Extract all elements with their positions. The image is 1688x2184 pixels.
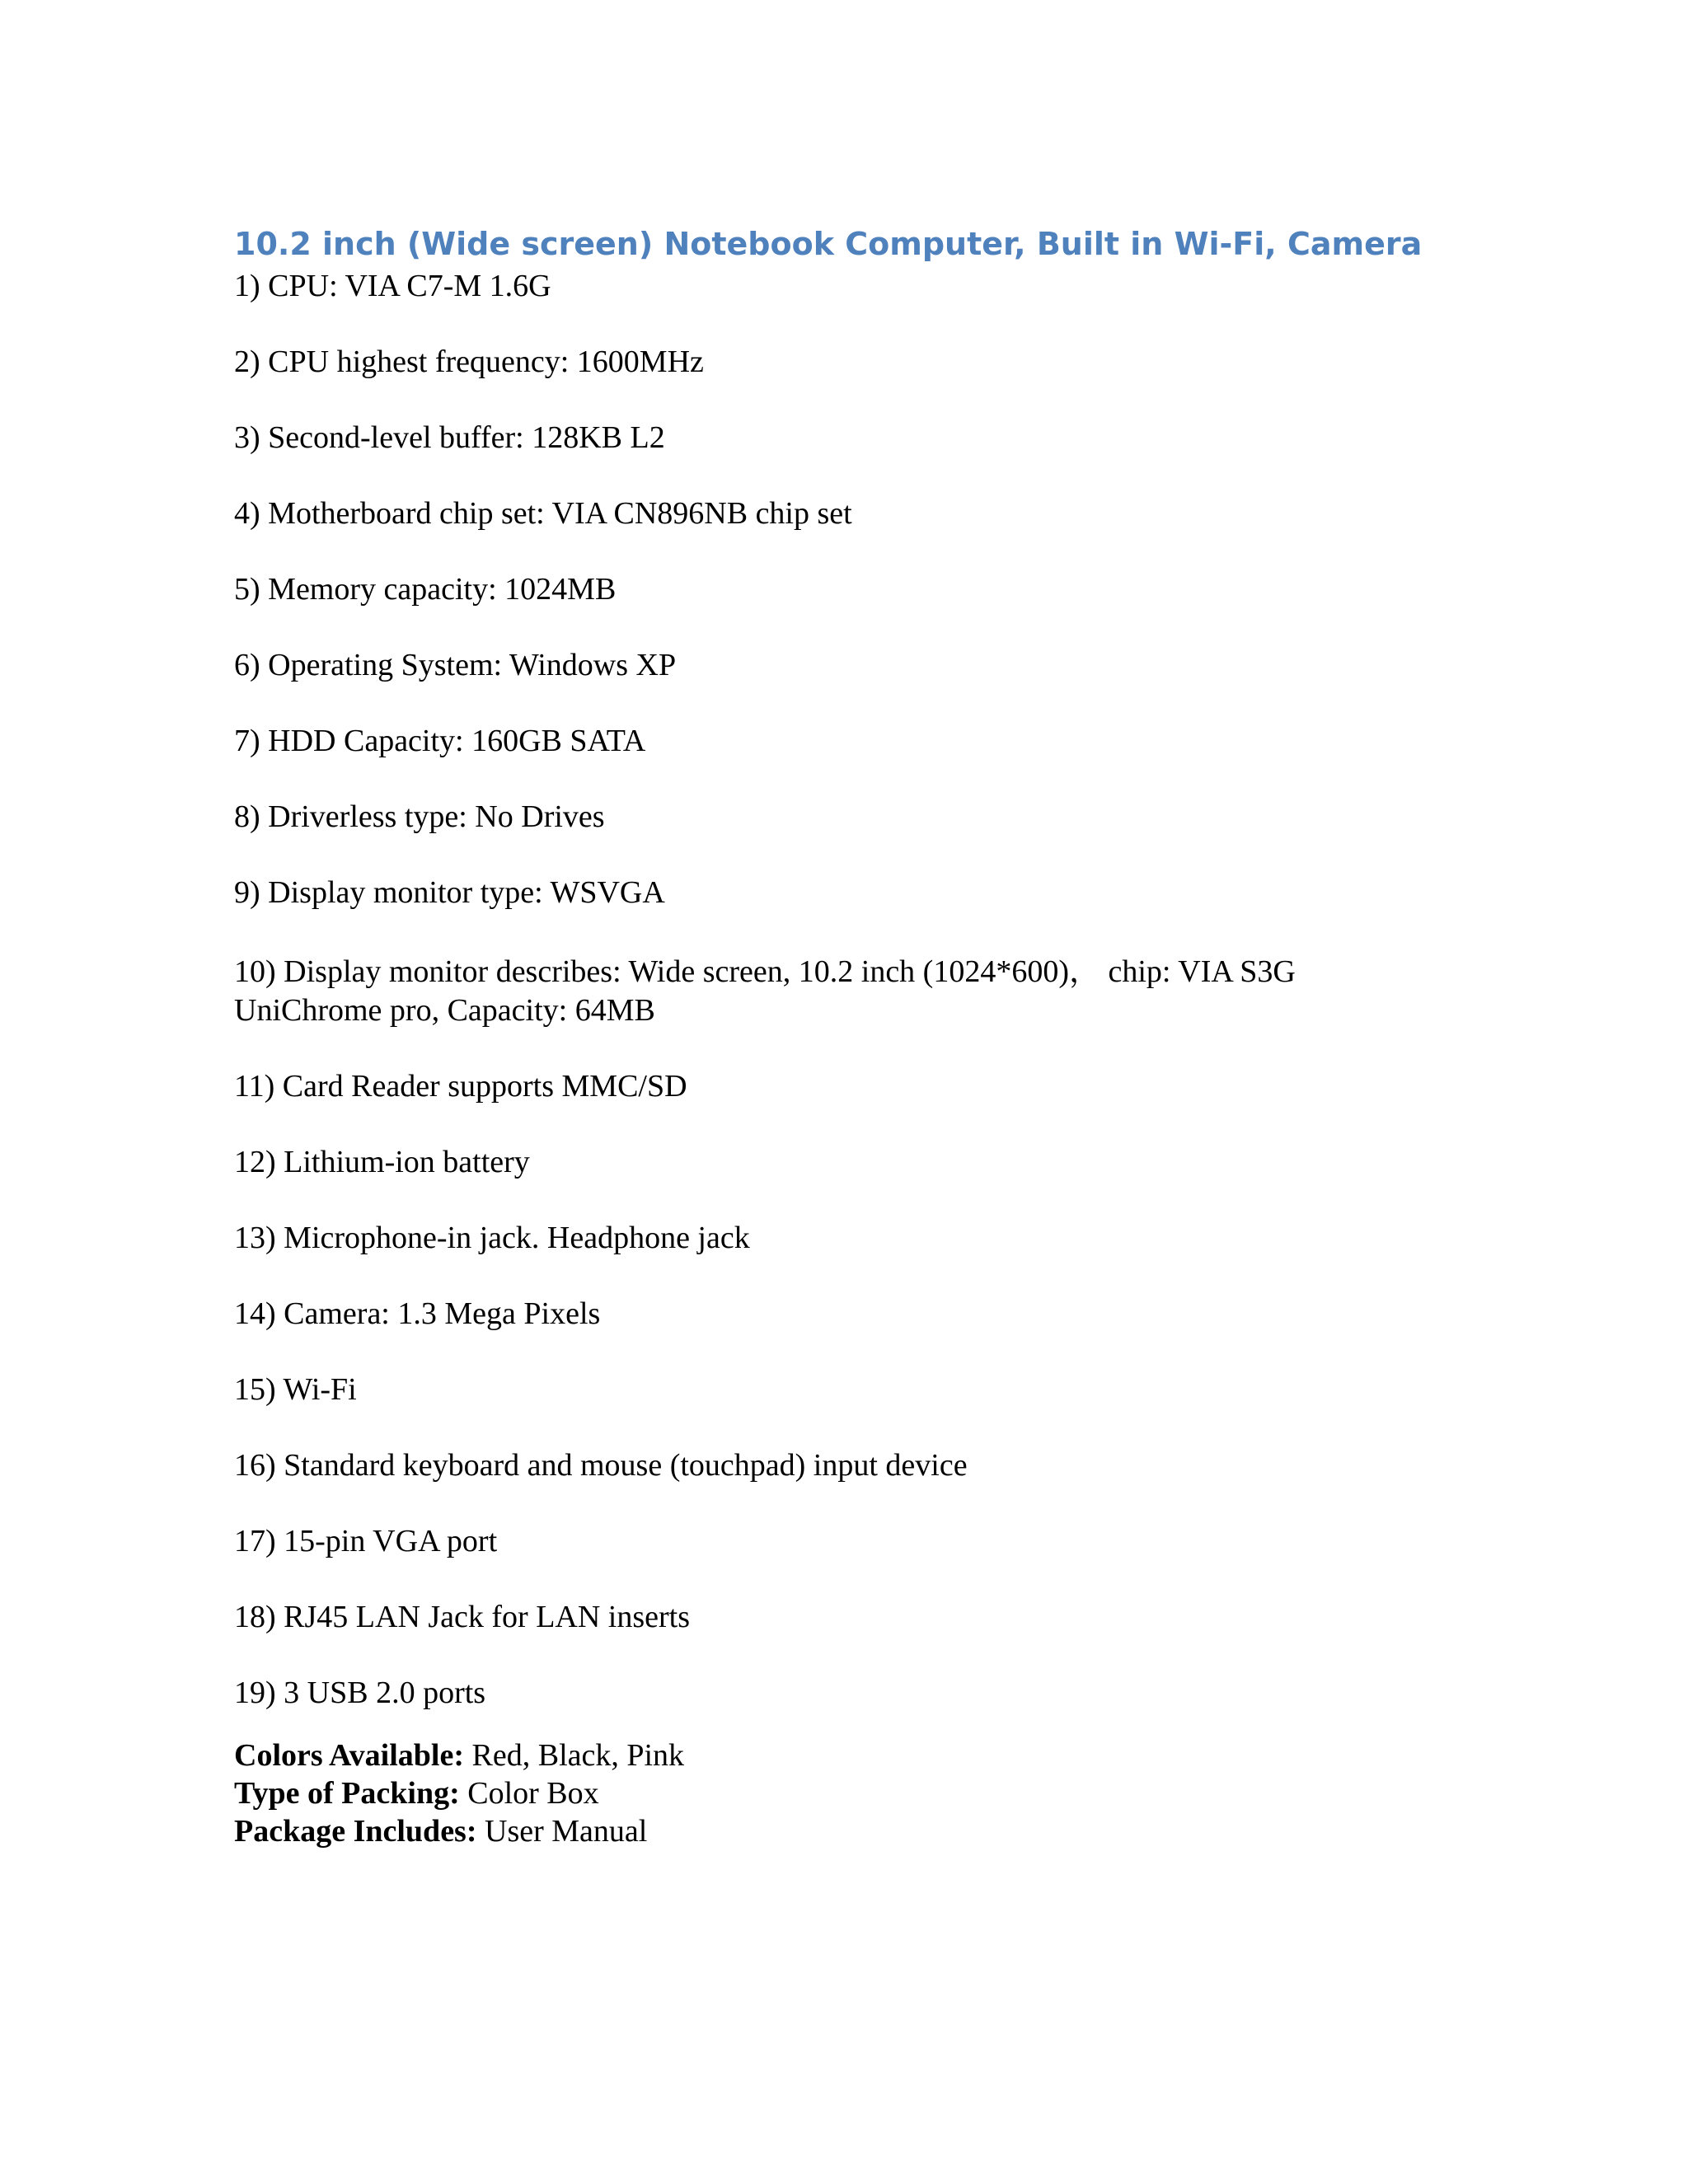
packing-type-label: Type of Packing:	[234, 1776, 460, 1811]
spec-item-19: 19) 3 USB 2.0 ports	[234, 1675, 486, 1710]
spec-item-9: 9) Display monitor type: WSVGA	[234, 875, 665, 910]
spec-item-6: 6) Operating System: Windows XP	[234, 648, 677, 682]
colors-available-line	[234, 1736, 1470, 1774]
spec-item-13: 13) Microphone-in jack. Headphone jack	[234, 1221, 750, 1255]
package-includes-line	[234, 1812, 1470, 1850]
colors-available-label: Colors Available:	[234, 1738, 465, 1773]
spec-item-12: 12) Lithium-ion battery	[234, 1145, 530, 1179]
package-includes-label: Package Includes:	[234, 1814, 477, 1849]
spec-item-7: 7) HDD Capacity: 160GB SATA	[234, 724, 646, 758]
packing-type-value: Color Box	[459, 1776, 599, 1811]
colors-available-value: Red, Black, Pink	[464, 1738, 685, 1773]
spec-item-1: 1) CPU: VIA C7-M 1.6G	[234, 269, 551, 303]
spec-list	[234, 267, 1470, 1750]
spec-item-8: 8) Driverless type: No Drives	[234, 799, 605, 834]
packing-type-line	[234, 1774, 1470, 1812]
spec-item-11: 11) Card Reader supports MMC/SD	[234, 1069, 687, 1104]
spec-item-14: 14) Camera: 1.3 Mega Pixels	[234, 1296, 601, 1331]
spec-item-17: 17) 15-pin VGA port	[234, 1524, 498, 1558]
product-extras	[234, 1736, 1470, 1850]
document-page	[234, 221, 1470, 1850]
spec-item-15: 15) Wi-Fi	[234, 1372, 357, 1407]
document-title: 10.2 inch (Wide screen) Notebook Computer, Built in Wi-Fi, Camera	[234, 226, 1423, 262]
spec-item-2: 2) CPU highest frequency: 1600MHz	[234, 344, 704, 379]
package-includes-value: User Manual	[476, 1814, 648, 1849]
spec-item-18: 18) RJ45 LAN Jack for LAN inserts	[234, 1600, 691, 1634]
spec-item-4: 4) Motherboard chip set: VIA CN896NB chip set	[234, 496, 852, 531]
spec-item-10: 10) Display monitor describes: Wide screen, 10.2 inch (1024*600)， chip: VIA S3G UniChrome pro, Capacity: 64MB	[234, 954, 1296, 1028]
spec-item-16: 16) Standard keyboard and mouse (touchpad) input device	[234, 1448, 968, 1483]
spec-item-3: 3) Second-level buffer: 128KB L2	[234, 420, 665, 455]
spec-item-5: 5) Memory capacity: 1024MB	[234, 572, 617, 607]
